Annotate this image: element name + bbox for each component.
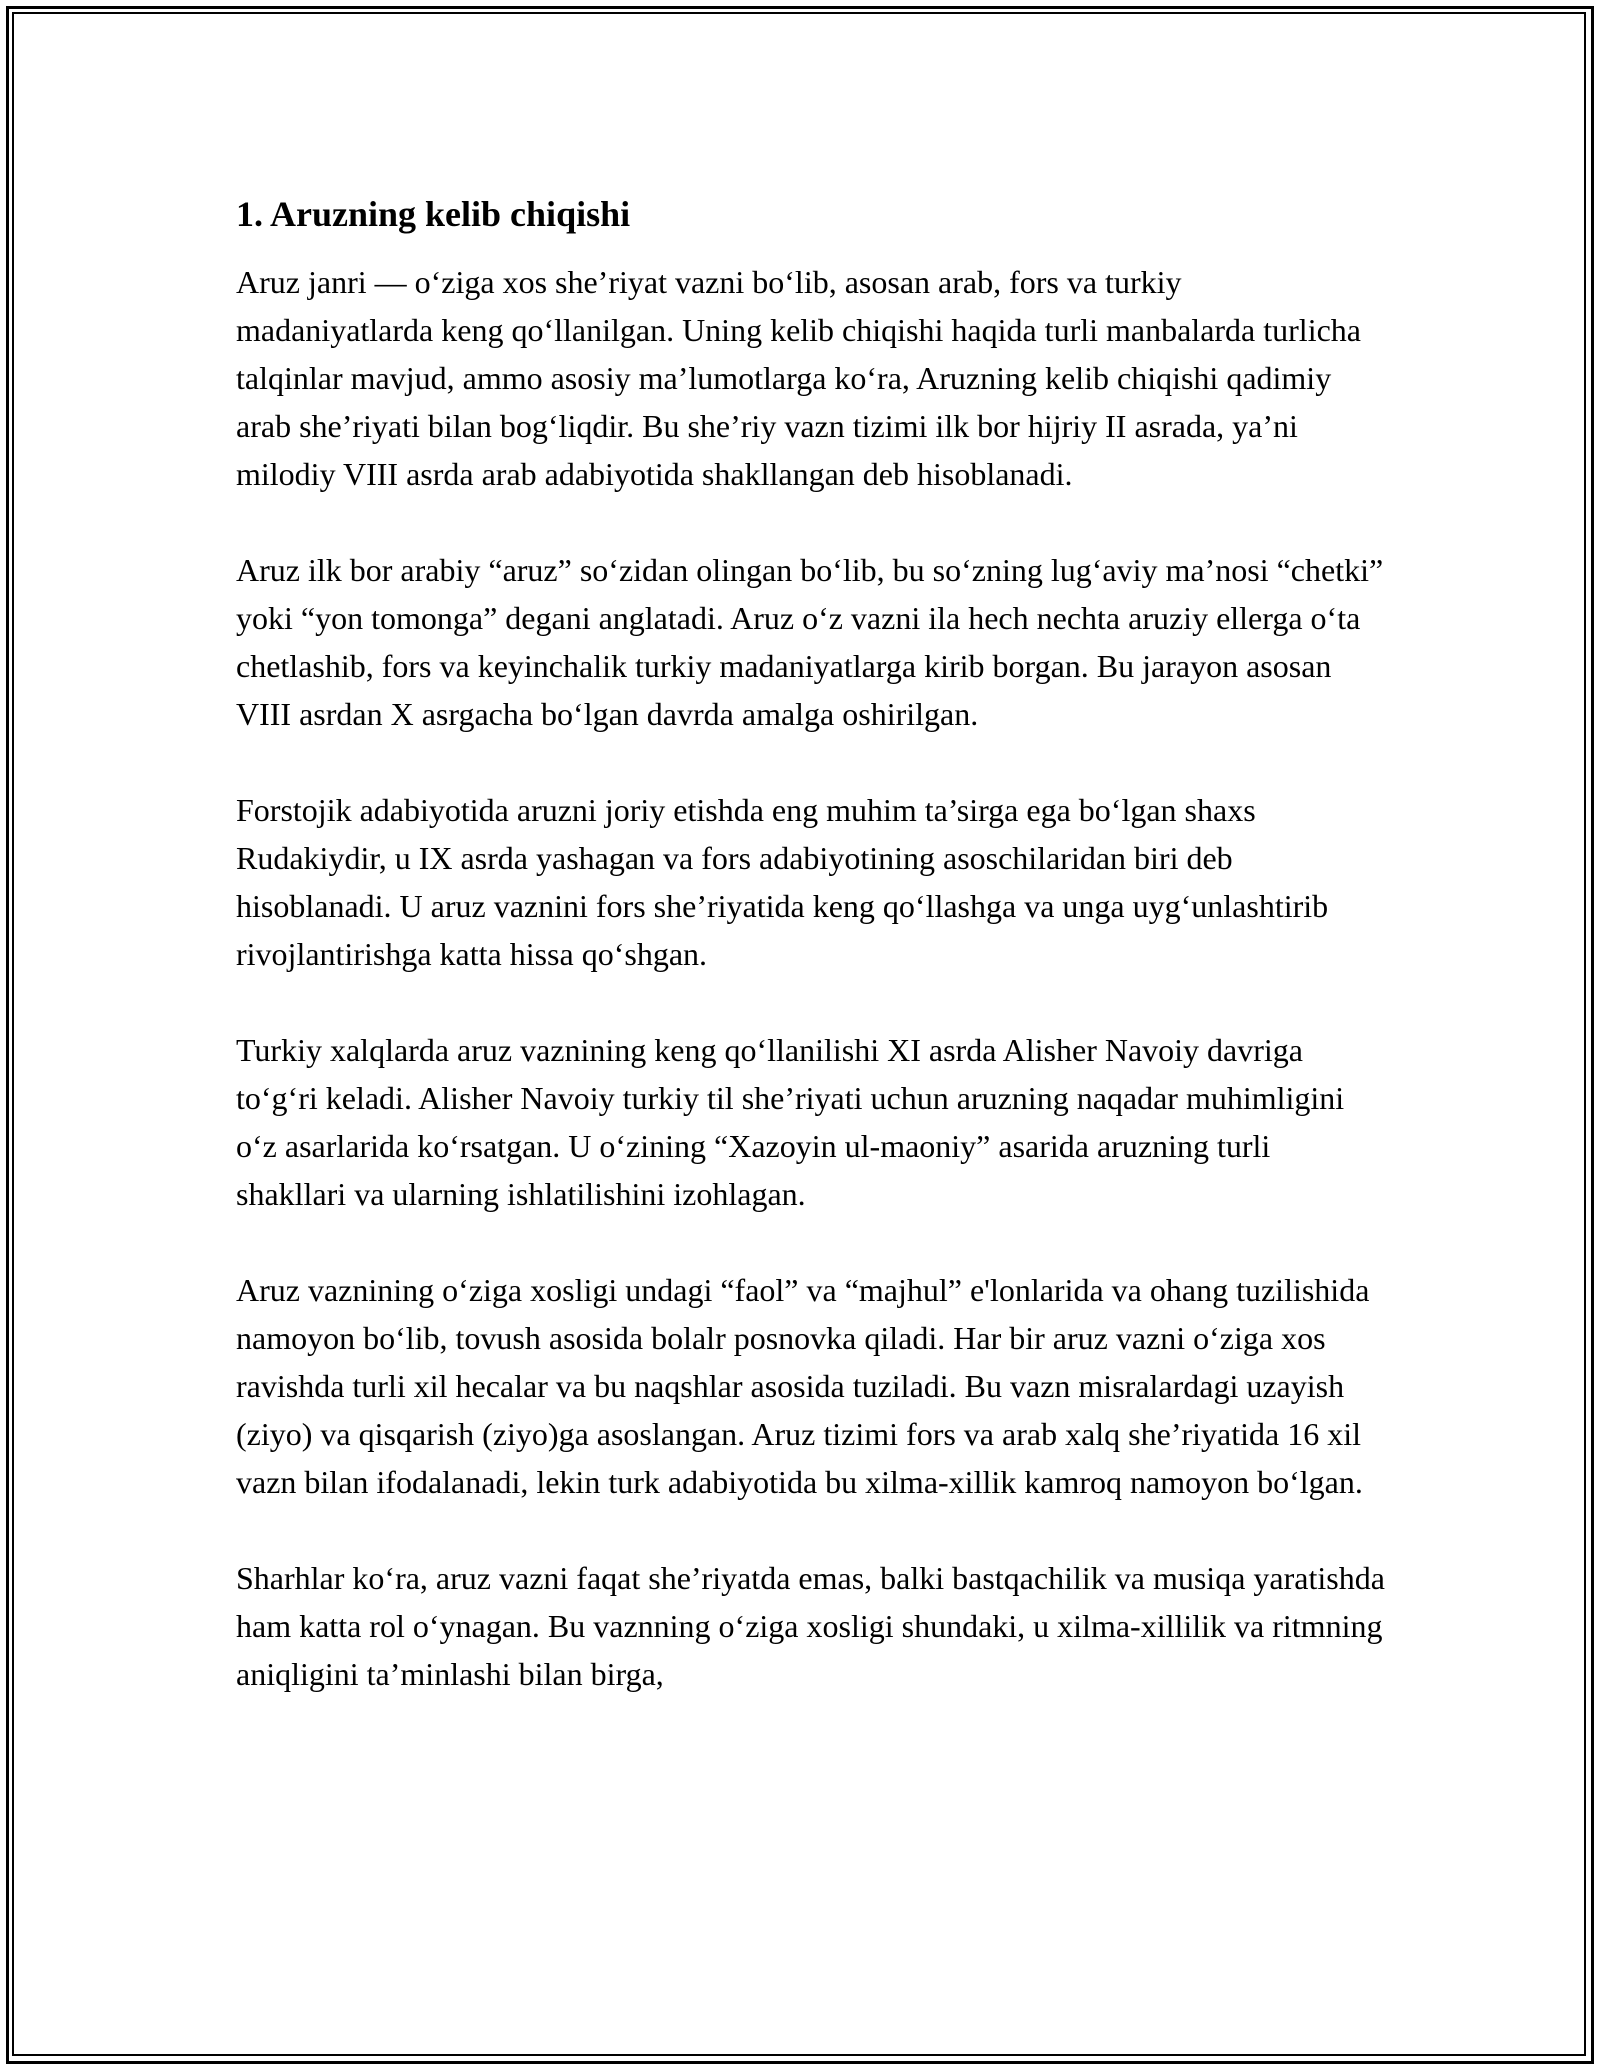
paragraph-2: Aruz ilk bor arabiy “aruz” so‘zidan olingan bo‘lib, bu so‘zning lug‘aviy ma’nosi “chetki” yoki “yon tomonga” degani anglatadi. Aruz o‘z vazni ila hech nechta aruziy ellerga o‘ta chetlashib, fors va keyinchalik turkiy madaniyatlarga kirib borgan. Bu jarayon asosan VIII asrdan X asrgacha bo‘lgan davrda amalga oshirilgan. bbox=[236, 552, 1384, 732]
paragraph-3: Forstojik adabiyotida aruzni joriy etishda eng muhim ta’sirga ega bo‘lgan shaxs Rudakiydir, u IX asrda yashagan va fors adabiyotining asoschilaridan biri deb hisoblanadi. U aruz vaznini fors she’riyatida keng qo‘llashga va unga uyg‘unlashtirib rivojlantirishga katta hissa qo‘shgan. bbox=[236, 792, 1329, 972]
paragraph-6: Sharhlar ko‘ra, aruz vazni faqat she’riyatda emas, balki bastqachilik va musiqa yaratishda ham katta rol o‘ynagan. Bu vaznning o‘ziga xosligi shundaki, u xilma-xillilik va ritmning aniqligini ta’minlashi bilan birga, bbox=[236, 1560, 1385, 1692]
paragraph-4: Turkiy xalqlarda aruz vaznining keng qo‘llanilishi XI asrda Alisher Navoiy davriga to‘g‘ri keladi. Alisher Navoiy turkiy til she’riyati uchun aruzning naqadar muhimligini o‘z asarlarida ko‘rsatgan. U o‘zining “Xazoyin ul-maoniy” asarida aruzning turli shakllari va ularning ishlatilishini izohlagan. bbox=[236, 1032, 1345, 1212]
section-heading: 1. Aruzning kelib chiqishi bbox=[236, 194, 631, 234]
document-body bbox=[236, 186, 1386, 1746]
paragraph-1: Aruz janri — o‘ziga xos she’riyat vazni bo‘lib, asosan arab, fors va turkiy madaniyatlarda keng qo‘llanilgan. Uning kelib chiqishi haqida turli manbalarda turlicha talqinlar mavjud, ammo asosiy ma’lumotlarga ko‘ra, Aruzning kelib chiqishi qadimiy arab she’riyati bilan bog‘liqdir. Bu she’riy vazn tizimi ilk bor hijriy II asrada, ya’ni milodiy VIII asrda arab adabiyotida shakllangan deb hisoblanadi. bbox=[236, 264, 1361, 492]
paragraph-5: Aruz vaznining o‘ziga xosligi undagi “faol” va “majhul” e'lonlarida va ohang tuzilishida namoyon bo‘lib, tovush asosida bolalr posnovka qiladi. Har bir aruz vazni o‘ziga xos ravishda turli xil hecalar va bu naqshlar asosida tuziladi. Bu vazn misralardagi uzayish (ziyo) va qisqarish (ziyo)ga asoslangan. Aruz tizimi fors va arab xalq she’riyatida 16 xil vazn bilan ifodalanadi, lekin turk adabiyotida bu xilma-xillik kamroq namoyon bo‘lgan. bbox=[236, 1272, 1370, 1500]
